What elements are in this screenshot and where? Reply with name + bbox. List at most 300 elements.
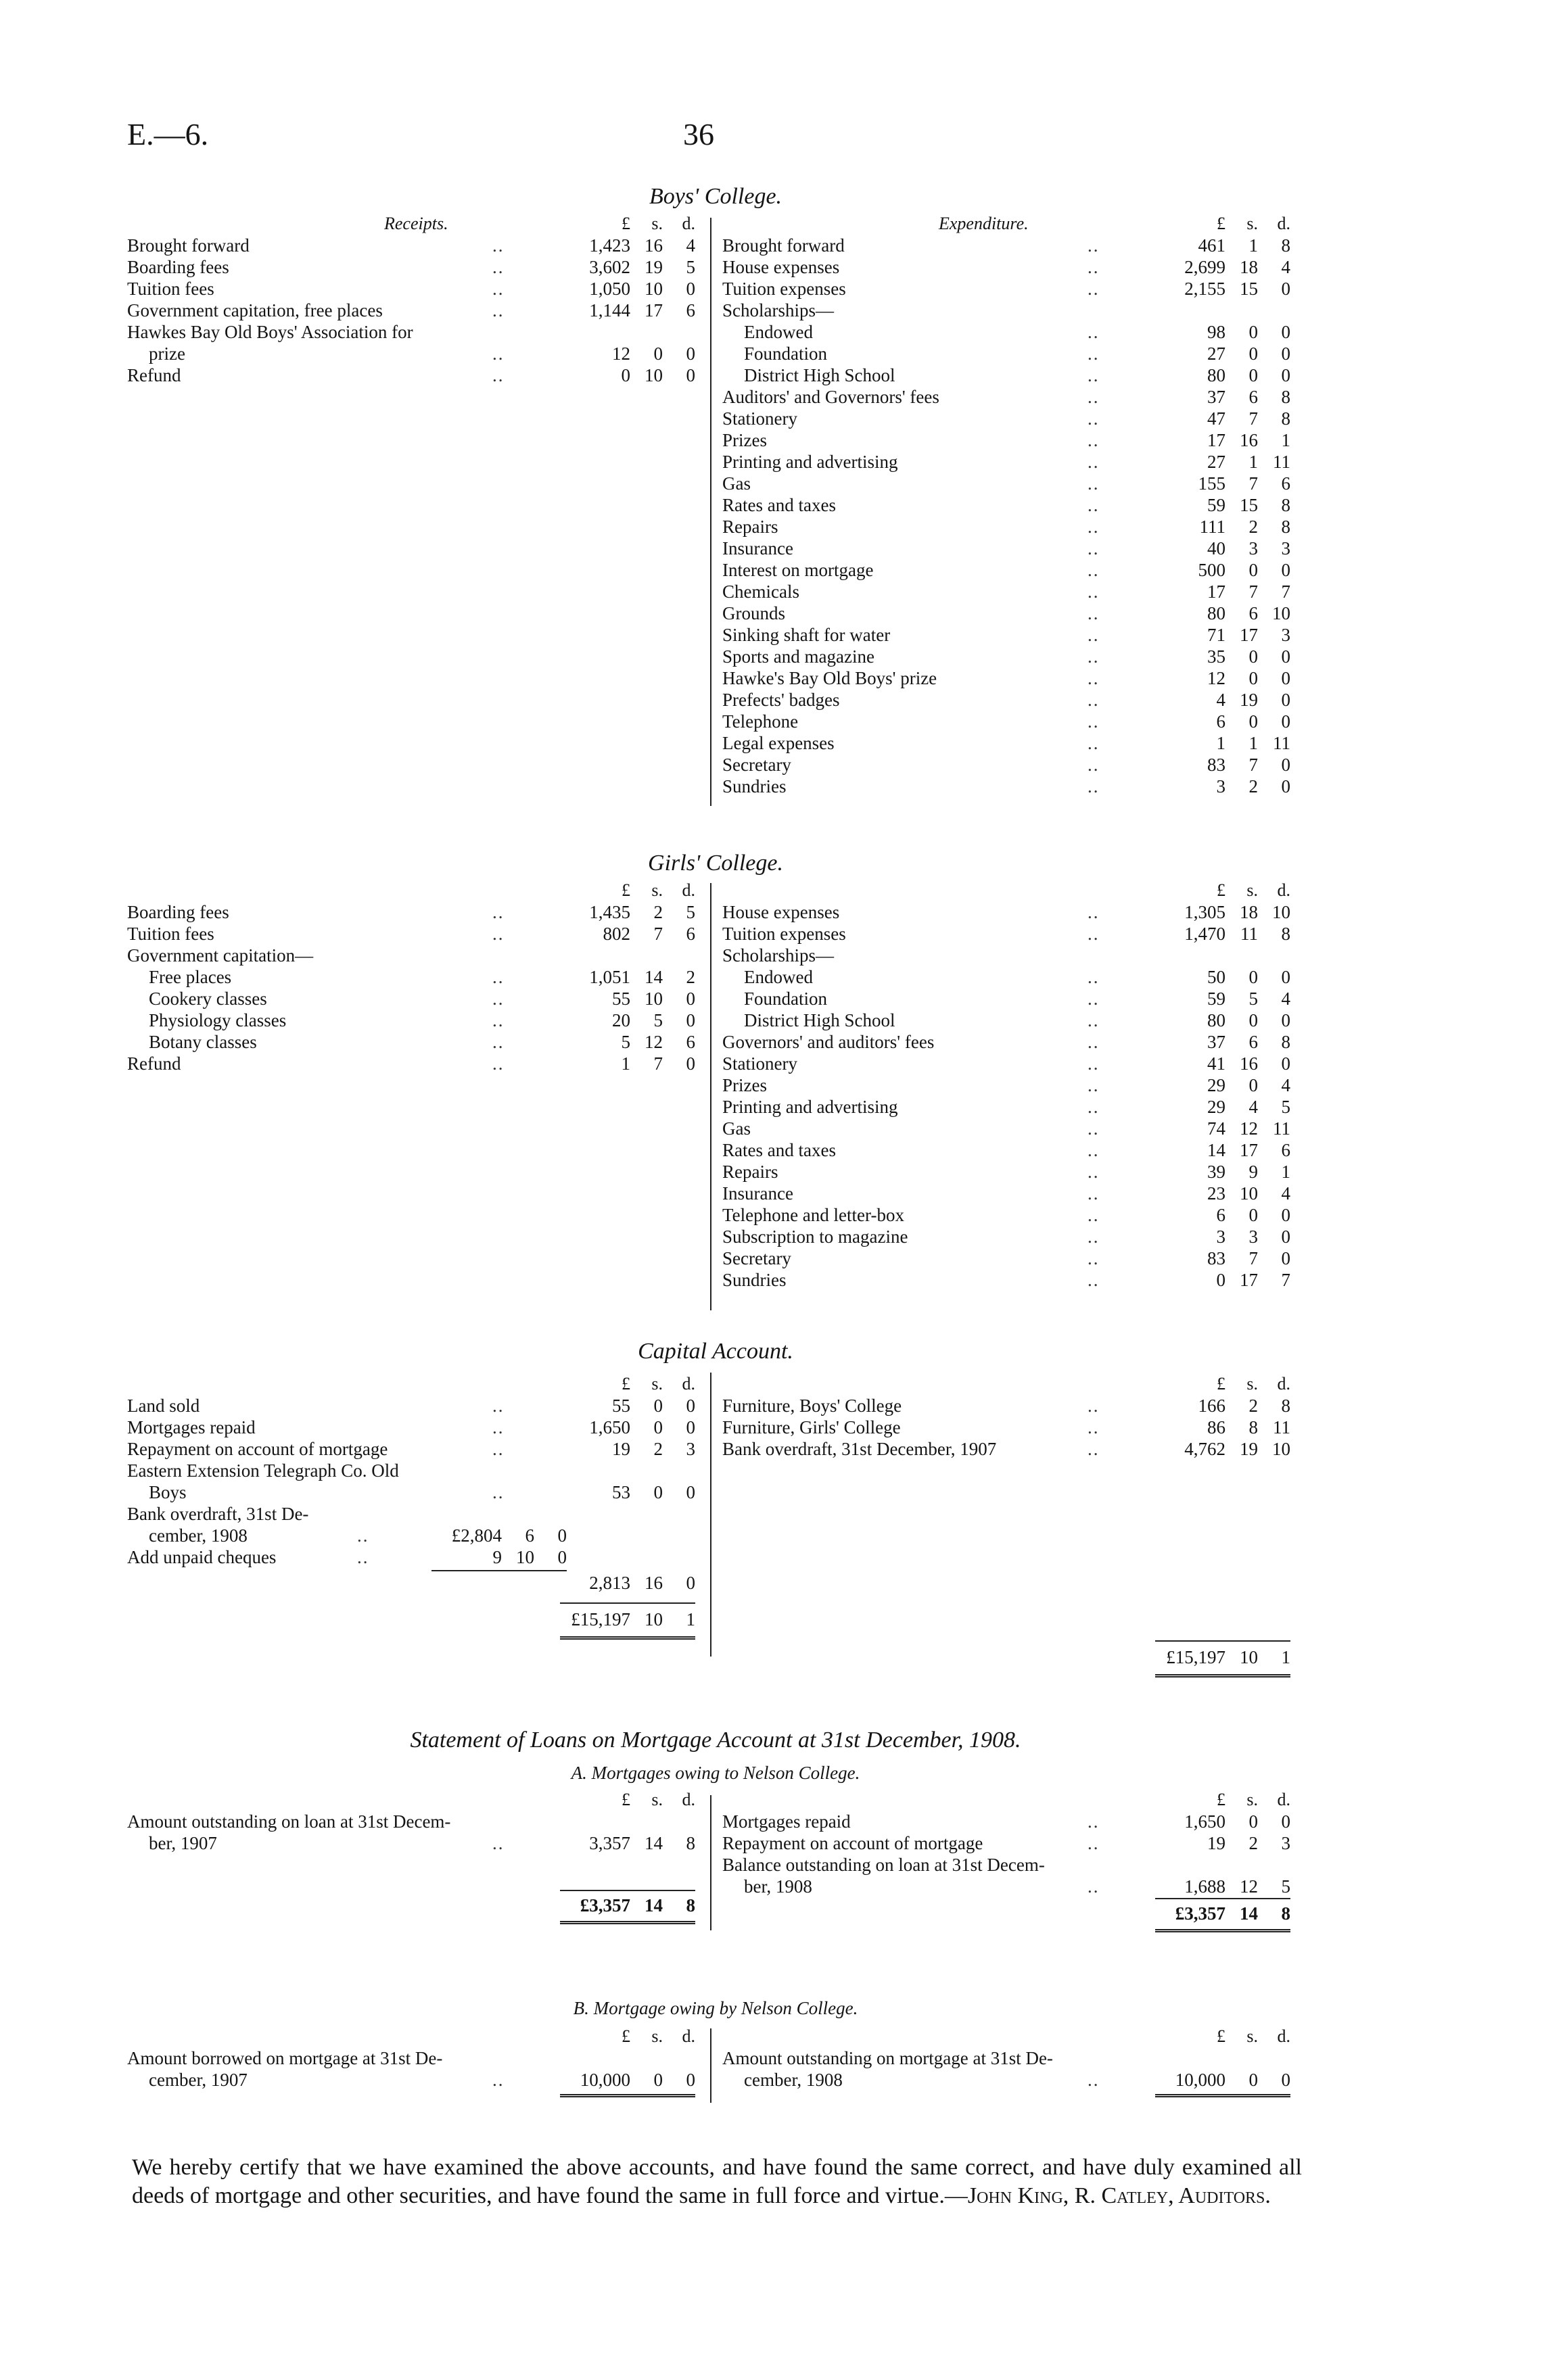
amount-shillings: 14 [645, 1833, 663, 1853]
row-label: Brought forward [127, 235, 250, 256]
row-label: Amount borrowed on mortgage at 31st De- [127, 2048, 443, 2068]
amount-pence: 3 [1281, 1833, 1290, 1853]
ledger-row [722, 1075, 1290, 1097]
row-label: cember, 1907 [149, 2070, 248, 2090]
row-label: Mortgages repaid [127, 1417, 256, 1437]
pence-head: d. [1277, 1790, 1290, 1809]
ledger-row [722, 408, 1290, 430]
leader-dots: .. [492, 989, 505, 1009]
loans-b-title: B. Mortgage owing by Nelson College. [573, 1998, 858, 2018]
row-label: Sports and magazine [722, 646, 874, 667]
leader-dots: .. [1088, 365, 1100, 385]
amount-shillings: 0 [1248, 668, 1258, 688]
expenditure-column-heads [722, 1374, 1290, 1396]
amount-shillings: 2 [1248, 1396, 1258, 1416]
ledger-row [127, 1811, 695, 1833]
amount-shillings: 10 [645, 1609, 663, 1629]
amount-pence: 3 [1281, 538, 1290, 558]
row-label: Stationery [722, 408, 797, 429]
row-label: Rates and taxes [722, 1140, 836, 1160]
loans-a-right-total [1155, 1898, 1290, 1932]
ledger-row [722, 300, 1290, 322]
ledger-row [722, 646, 1290, 668]
amount-pounds: 1,050 [589, 279, 630, 299]
amount-shillings: 16 [1240, 1053, 1258, 1074]
ledger-row [722, 387, 1290, 408]
leader-dots: .. [1088, 1248, 1100, 1268]
leader-dots: .. [1088, 755, 1100, 775]
amount-shillings: 6 [1248, 1032, 1258, 1052]
row-label: House expenses [722, 902, 840, 922]
leader-dots: .. [492, 257, 505, 277]
amount-pence: 0 [686, 1417, 695, 1437]
amount-pounds: 461 [1198, 235, 1225, 256]
row-label: Physiology classes [149, 1010, 287, 1030]
ledger-row [127, 945, 695, 967]
leader-dots: .. [1088, 2070, 1100, 2090]
row-label: Governors' and auditors' fees [722, 1032, 935, 1052]
certification-text: We hereby certify that we have examined the above accounts, and have found the same correct, and have duly examined all deeds of mortgage and other securities, and have found the same in full force and virtue.— [132, 2155, 1302, 2208]
ledger-row [722, 733, 1290, 755]
ledger-row [127, 2070, 695, 2091]
amount-pence: 6 [686, 300, 695, 320]
row-label: Printing and advertising [722, 1097, 898, 1117]
amount-shillings: 0 [653, 1417, 663, 1437]
pound-head: £ [622, 214, 630, 233]
ledger-row [127, 1053, 695, 1075]
amount-shillings: 16 [645, 1573, 663, 1593]
leader-dots: .. [1088, 387, 1100, 407]
amount-pence: 2 [686, 967, 695, 987]
leader-dots: .. [1088, 560, 1100, 580]
shilling-head: s. [651, 1790, 663, 1809]
row-label: Tuition fees [127, 279, 214, 299]
leader-dots: .. [1088, 1140, 1100, 1160]
amount-pounds: 9 [492, 1547, 502, 1567]
amount-pence: 7 [1281, 1270, 1290, 1290]
row-label: Foundation [744, 343, 828, 364]
leader-dots: .. [1088, 1876, 1100, 1897]
auditors-signature: John King, R. Catley, Auditors. [967, 2183, 1271, 2208]
ledger-row [722, 257, 1290, 279]
ledger-row [722, 365, 1290, 387]
amount-pounds: 98 [1207, 322, 1225, 342]
amount-shillings: 2 [1248, 1833, 1258, 1853]
pound-head: £ [622, 880, 630, 900]
amount-shillings: 3 [1248, 538, 1258, 558]
leader-dots: .. [1088, 603, 1100, 623]
leader-dots: .. [492, 1010, 505, 1030]
amount-pounds: 27 [1207, 452, 1225, 472]
amount-shillings: 14 [645, 1895, 663, 1915]
row-label: Secretary [722, 755, 791, 775]
leader-dots: .. [1088, 924, 1100, 944]
row-label: Prizes [722, 1075, 767, 1095]
leader-dots: .. [1088, 343, 1100, 364]
amount-shillings: 1 [1248, 452, 1258, 472]
amount-pence: 0 [686, 1010, 695, 1030]
amount-pounds: 80 [1207, 1010, 1225, 1030]
shilling-head: s. [651, 2026, 663, 2046]
ledger-row [127, 235, 695, 257]
ledger-row [722, 989, 1290, 1010]
amount-pounds: 2,813 [589, 1573, 630, 1593]
amount-pence: 0 [686, 1396, 695, 1416]
row-label: ber, 1907 [149, 1833, 217, 1853]
amount-shillings: 7 [1248, 755, 1258, 775]
amount-pence: 4 [1281, 989, 1290, 1009]
expenditure-ledger [722, 214, 1290, 798]
expenditure-ledger [722, 880, 1290, 1291]
ledger-row [722, 1227, 1290, 1248]
row-label: Subscription to magazine [722, 1227, 908, 1247]
shilling-head: s. [651, 214, 663, 233]
ledger-row [722, 668, 1290, 690]
leader-dots: .. [357, 1547, 369, 1567]
row-label: Printing and advertising [722, 452, 898, 472]
amount-pounds: 2,155 [1184, 279, 1225, 299]
amount-pence: 0 [686, 1573, 695, 1593]
row-label: District High School [744, 365, 895, 385]
amount-pence: 8 [1281, 387, 1290, 407]
leader-dots: .. [492, 924, 505, 944]
leader-dots: .. [1088, 1183, 1100, 1204]
amount-pounds: 155 [1198, 473, 1225, 494]
amount-pounds: 23 [1207, 1183, 1225, 1204]
leader-dots: .. [492, 1482, 505, 1502]
amount-pounds: 19 [612, 1439, 630, 1459]
row-label: Bank overdraft, 31st December, 1907 [722, 1439, 997, 1459]
shilling-head: s. [651, 1374, 663, 1394]
ledger-row [127, 322, 695, 343]
amount-shillings: 12 [1240, 1876, 1258, 1897]
amount-shillings: 17 [1240, 625, 1258, 645]
row-label: House expenses [722, 257, 840, 277]
receipts-rows [127, 902, 695, 1075]
amount-pounds: 17 [1207, 430, 1225, 450]
ledger-row [127, 1460, 695, 1482]
amount-shillings: 0 [1248, 1811, 1258, 1832]
ledger-row [722, 690, 1290, 711]
row-label: Repairs [722, 1162, 778, 1182]
leader-dots: .. [1088, 430, 1100, 450]
amount-pence: 0 [1281, 967, 1290, 987]
ledger-row [722, 473, 1290, 495]
capital-receipts-rows [127, 1396, 695, 1525]
pence-head: d. [682, 1374, 695, 1394]
leader-dots: .. [492, 1439, 505, 1459]
amount-pounds: 1,144 [589, 300, 630, 320]
leader-dots: .. [1088, 1162, 1100, 1182]
amount-pounds: 5 [621, 1032, 630, 1052]
amount-pounds: 41 [1207, 1053, 1225, 1074]
row-label: Insurance [722, 538, 793, 558]
amount-pounds: 2,699 [1184, 257, 1225, 277]
amount-shillings: 18 [1240, 257, 1258, 277]
amount-shillings: 6 [1248, 387, 1258, 407]
amount-shillings: 0 [1248, 711, 1258, 732]
leader-dots: .. [1088, 279, 1100, 299]
pence-head: d. [682, 2026, 695, 2046]
amount-pence: 4 [1281, 257, 1290, 277]
amount-shillings: 0 [653, 1482, 663, 1502]
receipts-title: Receipts. [384, 214, 448, 233]
expenditure-column-heads [722, 880, 1290, 902]
amount-pounds: 0 [621, 365, 630, 385]
pence-head: d. [1277, 2026, 1290, 2046]
amount-pence: 10 [1272, 1439, 1290, 1459]
amount-pounds: 40 [1207, 538, 1225, 558]
pound-head: £ [622, 1374, 630, 1394]
ledger-row [722, 1396, 1290, 1417]
ledger-row [722, 625, 1290, 646]
amount-pounds: 20 [612, 1010, 630, 1030]
pence-head: d. [682, 1790, 695, 1809]
amount-shillings: 5 [653, 1010, 663, 1030]
amount-pence: 11 [1273, 1417, 1290, 1437]
row-label: Refund [127, 365, 181, 385]
amount-shillings: 0 [1248, 2070, 1258, 2090]
overdraft-subline [127, 1525, 695, 1547]
amount-pounds: 53 [612, 1482, 630, 1502]
section-title: Girls' College. [648, 851, 783, 876]
amount-shillings: 9 [1248, 1162, 1258, 1182]
leader-dots: .. [492, 235, 505, 256]
amount-shillings: 0 [1248, 967, 1258, 987]
amount-pounds: 4,762 [1184, 1439, 1225, 1459]
ledger-row [722, 2070, 1290, 2091]
amount-pounds: 74 [1207, 1118, 1225, 1139]
amount-pounds: 3,357 [589, 1833, 630, 1853]
leader-dots: .. [492, 1833, 505, 1853]
row-label: Mortgages repaid [722, 1811, 851, 1832]
amount-pence: 0 [557, 1547, 567, 1567]
row-label: Furniture, Girls' College [722, 1417, 901, 1437]
amount-pounds: 29 [1207, 1097, 1225, 1117]
report-reference: E.—6. [127, 117, 209, 151]
row-label: Cookery classes [149, 989, 267, 1009]
row-label: Prizes [722, 430, 767, 450]
ledger-row [722, 924, 1290, 945]
amount-pence: 4 [1281, 1183, 1290, 1204]
row-label: Boarding fees [127, 257, 229, 277]
receipts-ledger [127, 880, 695, 1075]
amount-pounds: 1,305 [1184, 902, 1225, 922]
row-label: cember, 1908 [744, 2070, 843, 2090]
leader-dots: .. [492, 343, 505, 364]
amount-shillings: 15 [1240, 495, 1258, 515]
expenditure-column-heads [722, 214, 1290, 235]
loans-title: Statement of Loans on Mortgage Account at 31st December, 1908. [410, 1728, 1021, 1753]
column-divider [710, 1795, 711, 1930]
ledger-row [127, 279, 695, 300]
amount-pounds: 83 [1207, 1248, 1225, 1268]
ledger-row [127, 343, 695, 365]
amount-shillings: 0 [653, 343, 663, 364]
amount-pounds: £3,357 [1175, 1903, 1225, 1924]
amount-pence: 0 [686, 343, 695, 364]
amount-pounds: 0 [1216, 1270, 1225, 1290]
column-divider [710, 1373, 711, 1657]
amount-pence: 0 [686, 2070, 695, 2090]
amount-pence: 0 [686, 1482, 695, 1502]
leader-dots: .. [1088, 538, 1100, 558]
amount-shillings: 7 [1248, 408, 1258, 429]
amount-pounds: 55 [612, 1396, 630, 1416]
expenditure-rows [722, 902, 1290, 1291]
row-label: Scholarships— [722, 300, 834, 320]
row-label: Gas [722, 1118, 751, 1139]
ledger-row [722, 279, 1290, 300]
loans-b-right-rule [1155, 2091, 1290, 2097]
leader-dots: .. [1088, 1010, 1100, 1030]
amount-pounds: 29 [1207, 1075, 1225, 1095]
amount-pence: 11 [1273, 733, 1290, 753]
shilling-head: s. [1246, 880, 1258, 900]
amount-pence: 6 [1281, 1140, 1290, 1160]
amount-pence: 8 [1281, 1032, 1290, 1052]
leader-dots: .. [1088, 668, 1100, 688]
overdraft-total-row [127, 1569, 695, 1596]
ledger-row [127, 257, 695, 279]
amount-shillings: 0 [1248, 560, 1258, 580]
shilling-head: s. [1246, 214, 1258, 233]
leader-dots: .. [1088, 711, 1100, 732]
receipts-rows [127, 235, 695, 387]
amount-shillings: 0 [1248, 365, 1258, 385]
pence-head: d. [682, 880, 695, 900]
amount-shillings: 17 [1240, 1140, 1258, 1160]
amount-pounds: 1,470 [1184, 924, 1225, 944]
amount-pounds: 1,435 [589, 902, 630, 922]
amount-shillings: 0 [1248, 322, 1258, 342]
amount-pence: 0 [686, 279, 695, 299]
ledger-row [127, 1833, 695, 1855]
capital-account-section [127, 1339, 1304, 1677]
amount-pounds: 12 [1207, 668, 1225, 688]
column-heads [127, 1790, 695, 1811]
amount-shillings: 0 [653, 1396, 663, 1416]
amount-pounds: 35 [1207, 646, 1225, 667]
leader-dots: .. [1088, 1118, 1100, 1139]
amount-shillings: 7 [1248, 473, 1258, 494]
unpaid-cheques-subline [127, 1547, 695, 1569]
leader-dots: .. [492, 300, 505, 320]
row-label: Free places [149, 967, 232, 987]
amount-pence: 1 [1281, 1162, 1290, 1182]
row-label: Sundries [722, 776, 787, 796]
row-label: Repayment on account of mortgage [722, 1833, 983, 1853]
amount-shillings: 10 [645, 279, 663, 299]
leader-dots: .. [1088, 625, 1100, 645]
leader-dots: .. [492, 1032, 505, 1052]
row-label: Government capitation, free places [127, 300, 383, 320]
amount-pence: 0 [1281, 1227, 1290, 1247]
row-label: Furniture, Boys' College [722, 1396, 902, 1416]
amount-pounds: 10,000 [1175, 2070, 1225, 2090]
pound-head: £ [1217, 1790, 1225, 1809]
leader-dots: .. [492, 1396, 505, 1416]
page-number: 36 [683, 117, 714, 151]
amount-pence: 3 [686, 1439, 695, 1459]
pound-head: £ [622, 2026, 630, 2046]
ledger-row [722, 1439, 1290, 1460]
amount-pence: 10 [1272, 902, 1290, 922]
ledger-row [722, 1833, 1290, 1855]
row-label: Grounds [722, 603, 785, 623]
amount-shillings: 14 [645, 967, 663, 987]
amount-pence: 11 [1273, 452, 1290, 472]
column-heads [722, 2026, 1290, 2048]
ledger-row [722, 235, 1290, 257]
ledger-row [722, 1053, 1290, 1075]
amount-pence: 0 [1281, 646, 1290, 667]
row-label: Government capitation— [127, 945, 314, 966]
amount-pence: 0 [1281, 776, 1290, 796]
row-label: Add unpaid cheques [127, 1547, 277, 1567]
amount-shillings: 7 [653, 924, 663, 944]
receipts-column-heads [127, 880, 695, 902]
pound-head: £ [622, 1790, 630, 1809]
amount-shillings: 10 [1240, 1183, 1258, 1204]
leader-dots: .. [357, 1525, 369, 1546]
row-label: Endowed [744, 322, 813, 342]
shilling-head: s. [651, 880, 663, 900]
loans-a-right [722, 1790, 1290, 1932]
row-label: Foundation [744, 989, 828, 1009]
amount-shillings: 0 [1248, 1010, 1258, 1030]
amount-shillings: 16 [645, 235, 663, 256]
amount-pounds: 27 [1207, 343, 1225, 364]
ledger-row [722, 711, 1290, 733]
row-label: Scholarships— [722, 945, 834, 966]
amount-pence: 0 [1281, 322, 1290, 342]
ledger-row [127, 1504, 695, 1525]
page-header [0, 101, 1542, 156]
pound-head: £ [1217, 1374, 1225, 1394]
row-label: Amount outstanding on loan at 31st Decem- [127, 1811, 451, 1832]
ledger-row [127, 1417, 695, 1439]
amount-shillings: 18 [1240, 902, 1258, 922]
ledger-row [722, 430, 1290, 452]
amount-pence: 7 [1281, 581, 1290, 602]
ledger-row [722, 343, 1290, 365]
leader-dots: .. [1088, 1270, 1100, 1290]
ledger-row [127, 902, 695, 924]
loans-b-left [127, 2026, 695, 2097]
amount-pounds: 59 [1207, 495, 1225, 515]
receipts-column-heads [127, 1374, 695, 1396]
amount-shillings: 10 [645, 989, 663, 1009]
amount-shillings: 2 [1248, 776, 1258, 796]
ledger-row [722, 517, 1290, 538]
amount-pounds: 1,423 [589, 235, 630, 256]
amount-shillings: 0 [1248, 343, 1258, 364]
receipts-grand-total [560, 1602, 695, 1640]
row-label: Repayment on account of mortgage [127, 1439, 388, 1459]
row-label: cember, 1908 [149, 1525, 248, 1546]
leader-dots: .. [1088, 989, 1100, 1009]
ledger-row [127, 1482, 695, 1504]
amount-pounds: 500 [1198, 560, 1225, 580]
ledger-row [722, 1417, 1290, 1439]
subtotal-rule [431, 1570, 567, 1571]
ledger-row [722, 452, 1290, 473]
leader-dots: .. [1088, 322, 1100, 342]
ledger-row [127, 989, 695, 1010]
amount-pounds: 1,650 [1184, 1811, 1225, 1832]
row-label: Rates and taxes [722, 495, 836, 515]
